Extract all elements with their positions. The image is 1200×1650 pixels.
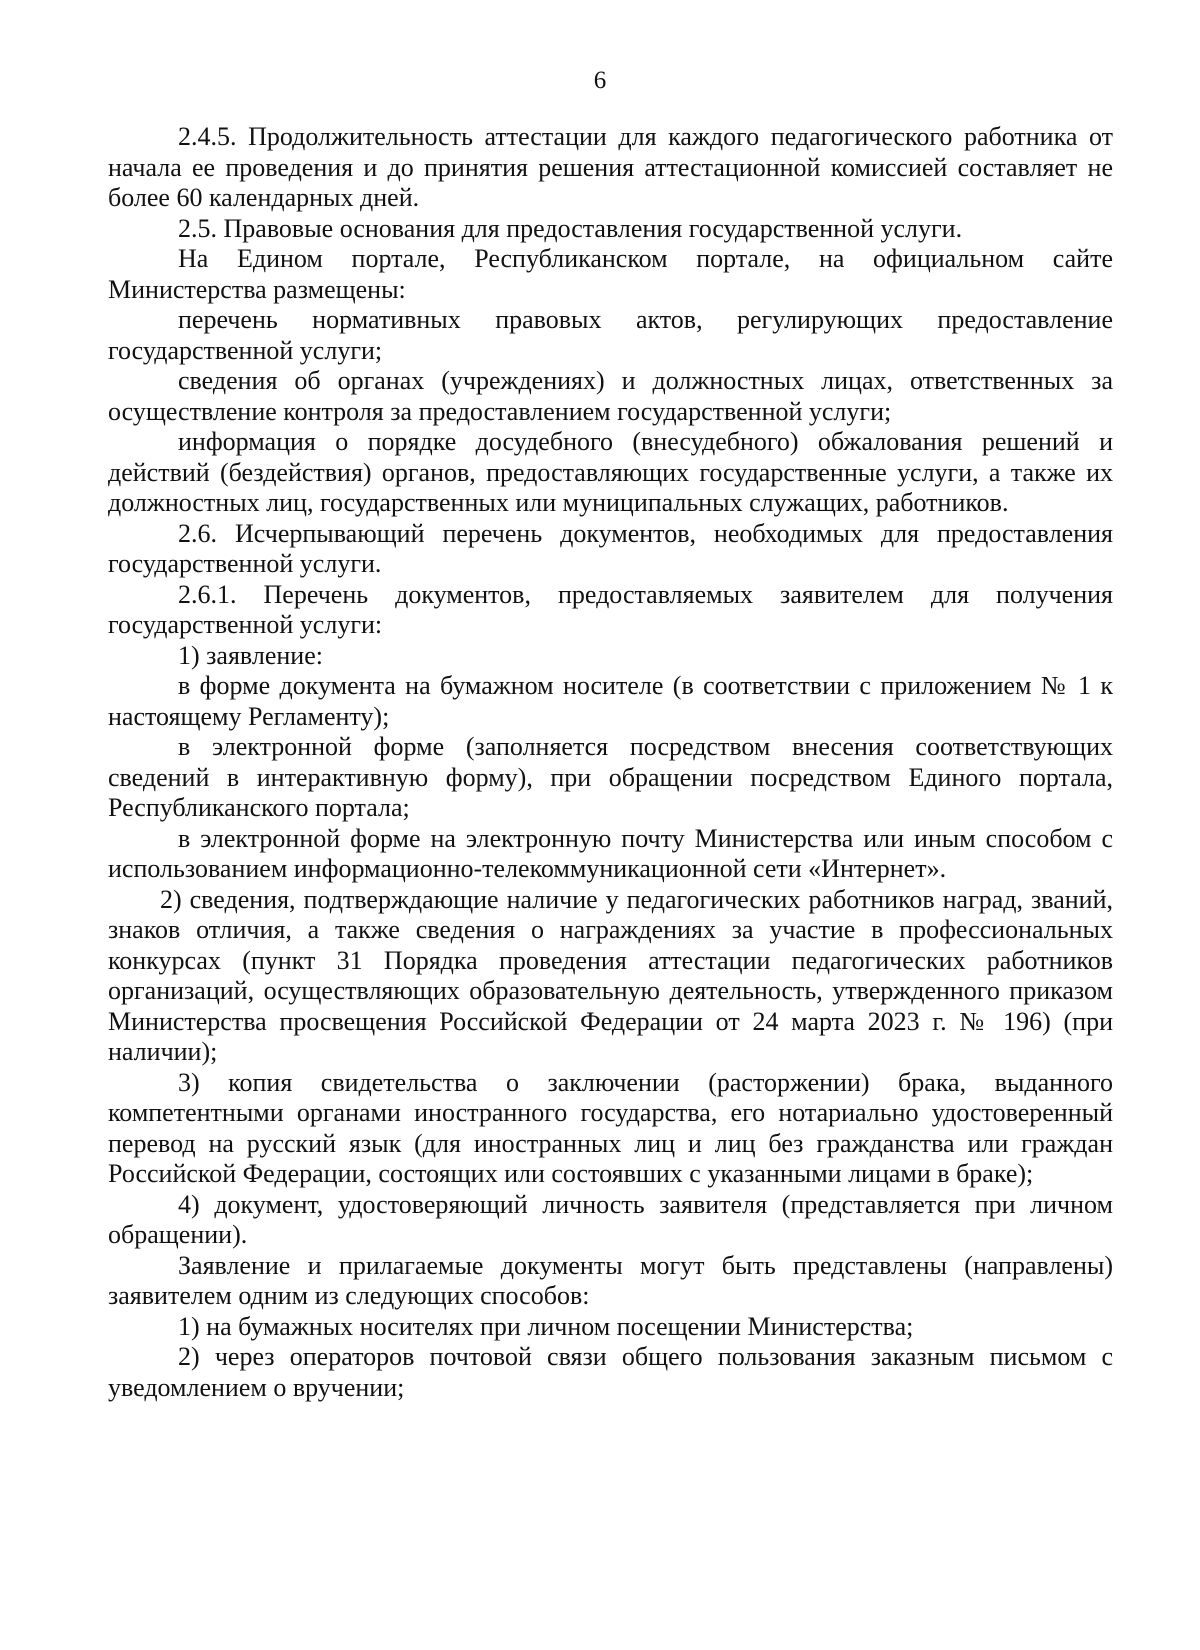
page-number: 6: [593, 67, 607, 94]
paragraph-appeal-info: информация о порядке досудебного (внесудебного) обжалования решений и действий (бездействия) органов, предоставляющих государственные услуги, а также их должностных лиц, государственных или муниципальных служащих, работников.: [108, 427, 1113, 517]
document-body: [108, 122, 1113, 1403]
paragraph-item-3: 3) копия свидетельства о заключении (расторжении) брака, выданного компетентными органами иностранного государства, его нотариально удостоверенный перевод на русский язык (для иностранных лиц и лиц без гражданства или граждан Российской Федерации, состоящих или состоявших с указанными лицами в браке);: [108, 1067, 1113, 1188]
paragraph-paper-form: в форме документа на бумажном носителе (в соответствии с приложением № 1 к настоящему Регламенту);: [108, 671, 1113, 731]
paragraph-item-4: 4) документ, удостоверяющий личность заявителя (представляется при личном обращении).: [108, 1189, 1113, 1249]
paragraph-email-form: в электронной форме на электронную почту Министерства или иным способом с использованием информационно-телекоммуникационной сети «Интернет».: [108, 823, 1113, 883]
paragraph-2-6: 2.6. Исчерпывающий перечень документов, необходимых для предоставления государственной услуги.: [108, 518, 1113, 578]
paragraph-2-4-5: 2.4.5. Продолжительность аттестации для каждого педагогического работника от начала ее проведения и до принятия решения аттестационной комиссией составляет не более 60 календарных дней.: [108, 122, 1113, 212]
paragraph-portals: На Едином портале, Республиканском портале, на официальном сайте Министерства размещены:: [108, 244, 1113, 304]
paragraph-submission-methods: Заявление и прилагаемые документы могут быть представлены (направлены) заявителем одним из следующих способов:: [108, 1250, 1113, 1310]
paragraph-legal-acts: перечень нормативных правовых актов, регулирующих предоставление государственной услуги;: [108, 305, 1113, 365]
paragraph-item-2: 2) сведения, подтверждающие наличие у педагогических работников наград, званий, знаков отличия, а также сведения о награждениях за участие в профессиональных конкурсах (пункт 31 Порядка проведения аттестации педагогических работников организаций, осуществляющих образовательную деятельность, утвержденного приказом Министерства просвещения Российской Федерации от 24 марта 2023 г. № 196) (при наличии);: [108, 884, 1113, 1066]
paragraph-item-1: 1) заявление:: [178, 640, 323, 670]
paragraph-electronic-form: в электронной форме (заполняется посредством внесения соответствующих сведений в интерактивную форму), при обращении посредством Единого портала, Республиканского портала;: [108, 732, 1113, 822]
paragraph-control-bodies: сведения об органах (учреждениях) и должностных лицах, ответственных за осуществление контроля за предоставлением государственной услуги;: [108, 366, 1113, 426]
paragraph-2-6-1: 2.6.1. Перечень документов, предоставляемых заявителем для получения государственной услуги:: [108, 579, 1113, 639]
paragraph-2-5: 2.5. Правовые основания для предоставления государственной услуги.: [178, 213, 963, 243]
paragraph-method-1: 1) на бумажных носителях при личном посещении Министерства;: [178, 1311, 914, 1341]
paragraph-method-2: 2) через операторов почтовой связи общего пользования заказным письмом с уведомлением о вручении;: [108, 1342, 1113, 1402]
